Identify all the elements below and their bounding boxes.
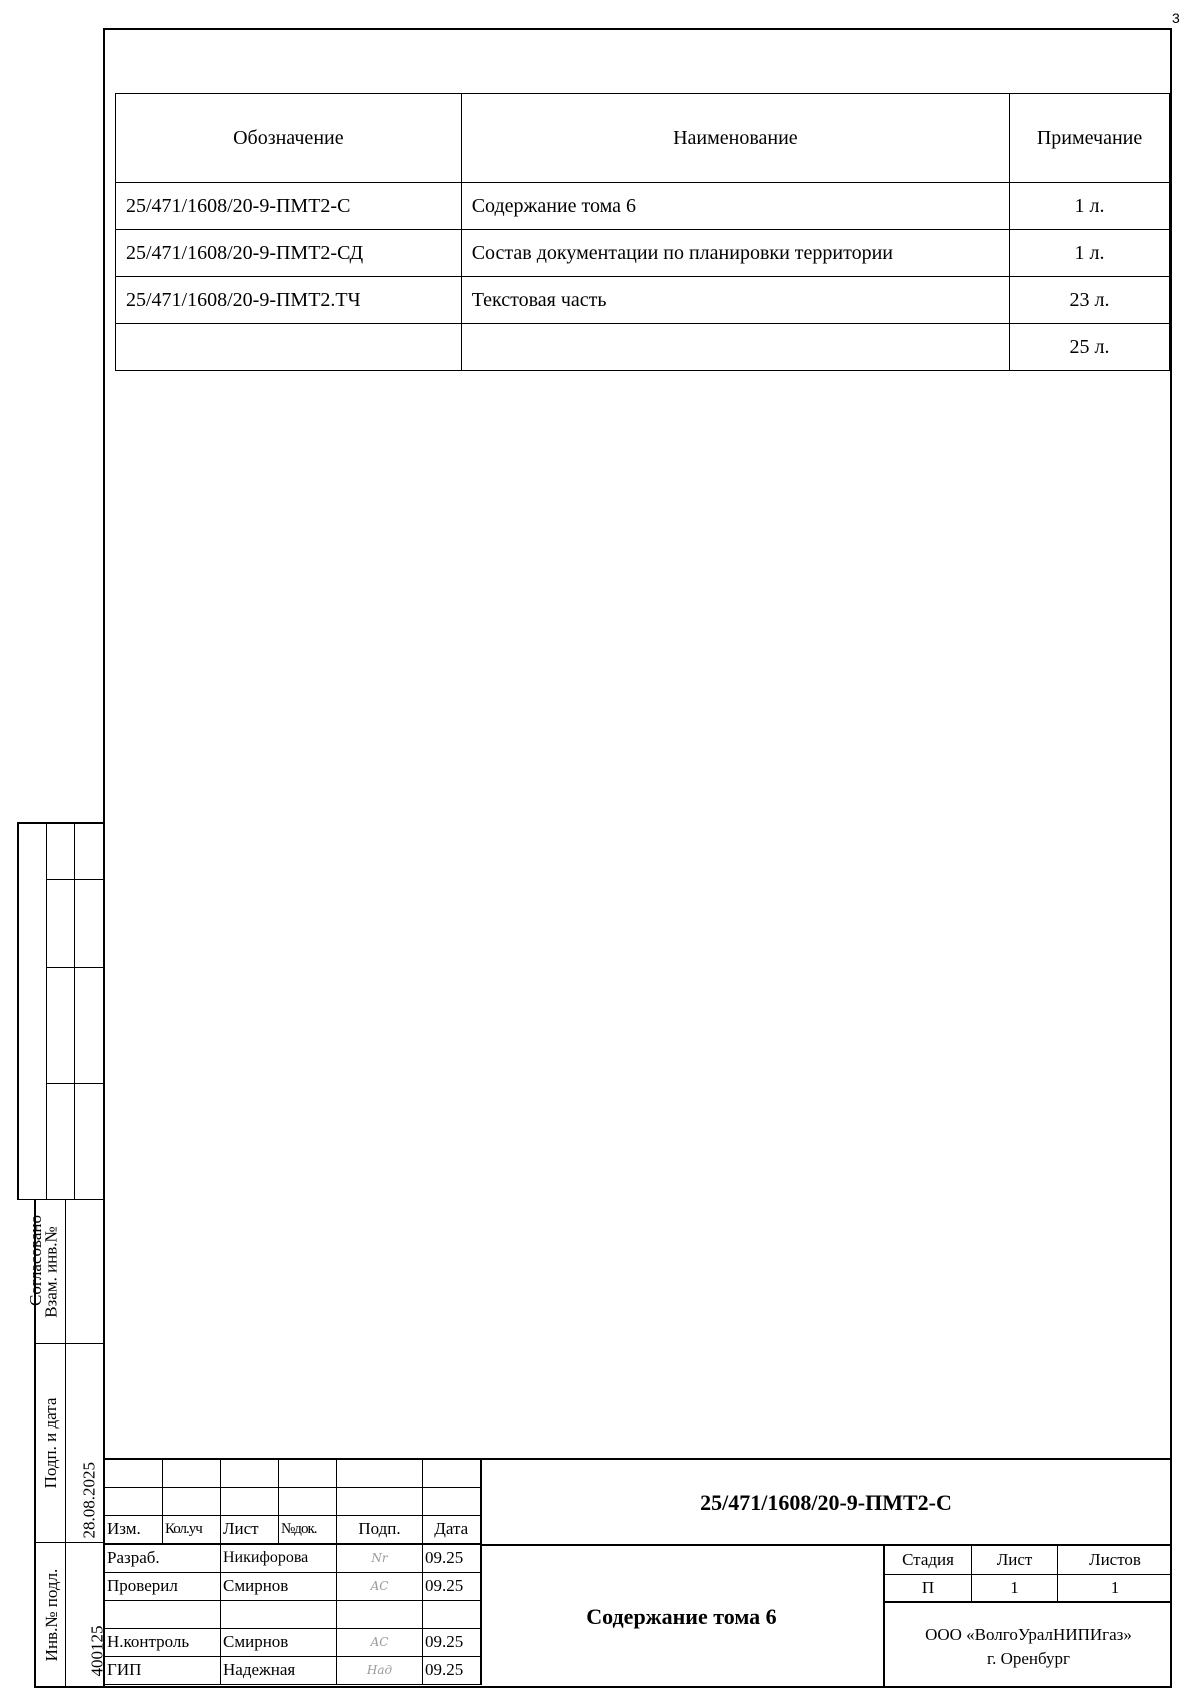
document-title: Содержание тома 6 (586, 1604, 777, 1629)
agreed-cell (46, 967, 75, 1084)
replaced-inv-label-cell (34, 1199, 66, 1344)
col-date: Дата (423, 1515, 481, 1544)
table-row (116, 324, 1170, 371)
organization-city: г. Оренбург (987, 1648, 1070, 1668)
row-name (461, 324, 1009, 371)
agreed-cell (74, 967, 104, 1084)
person-role: ГИП (105, 1656, 221, 1684)
signature-mark: AC (337, 1572, 423, 1600)
sign-date-label: Подп. и дата (41, 1397, 60, 1489)
title-block-signatures (104, 1458, 482, 1685)
col-change: Изм. (105, 1515, 163, 1544)
sheet-value: 1 (972, 1575, 1058, 1603)
original-inv-label: Инв.№ подл. (42, 1568, 61, 1662)
replaced-inv-value-cell (65, 1199, 104, 1344)
agreed-cell (74, 822, 104, 880)
table-row (116, 230, 1170, 277)
signature-mark (337, 1600, 423, 1628)
row-designation: 25/471/1608/20-9-ПМТ2-СД (116, 230, 462, 277)
row-note: 1 л. (1010, 230, 1170, 277)
signature-mark: Над (337, 1656, 423, 1684)
person-date: 09.25 (423, 1656, 481, 1684)
header-name: Наименование (461, 94, 1009, 183)
person-role: Н.контроль (105, 1628, 221, 1656)
person-name: Никифорова (221, 1544, 337, 1572)
original-inv-value: 400125 (87, 1625, 107, 1677)
row-note: 1 л. (1010, 183, 1170, 230)
person-date: 09.25 (423, 1628, 481, 1656)
person-role: Проверил (105, 1572, 221, 1600)
row-note: 23 л. (1010, 277, 1170, 324)
table-row (105, 1572, 481, 1600)
person-date (423, 1600, 481, 1628)
sheets-value: 1 (1058, 1575, 1172, 1603)
row-note: 25 л. (1010, 324, 1170, 371)
header-note: Примечание (1010, 94, 1170, 183)
row-name: Текстовая часть (461, 277, 1009, 324)
col-sheet: Лист (221, 1515, 279, 1544)
row-name: Состав документации по планировки территории (461, 230, 1009, 277)
organization-cell (885, 1605, 1172, 1688)
stage-header: Стадия (885, 1546, 972, 1575)
agreed-cell (46, 822, 75, 880)
person-name: Надежная (221, 1656, 337, 1684)
organization-name: ООО «ВолгоУралНИПИгаз» (925, 1624, 1132, 1644)
table-row (105, 1628, 481, 1656)
agreed-label: Согласовано (26, 1215, 45, 1306)
person-date: 09.25 (423, 1572, 481, 1600)
original-inv-label-cell (34, 1542, 66, 1688)
row-name: Содержание тома 6 (461, 183, 1009, 230)
signature-mark: AC (337, 1628, 423, 1656)
sign-date-value-cell (65, 1343, 104, 1543)
person-name: Смирнов (221, 1572, 337, 1600)
col-doc-no: №док. (279, 1515, 337, 1544)
document-title-cell (480, 1546, 885, 1688)
header-designation: Обозначение (116, 94, 462, 183)
table-row (105, 1544, 481, 1572)
table-row (105, 1656, 481, 1684)
table-row (116, 183, 1170, 230)
sign-date-value: 28.08.2025 (79, 1462, 99, 1539)
agreed-cell (74, 879, 104, 968)
table-row (116, 277, 1170, 324)
contents-table (115, 93, 1170, 371)
person-date: 09.25 (423, 1544, 481, 1572)
row-designation: 25/471/1608/20-9-ПМТ2.ТЧ (116, 277, 462, 324)
page-number: 3 (1172, 10, 1180, 26)
sheets-header: Листов (1058, 1546, 1172, 1575)
row-designation (116, 324, 462, 371)
row-designation: 25/471/1608/20-9-ПМТ2-С (116, 183, 462, 230)
agreed-cell (46, 1083, 75, 1200)
person-name (221, 1600, 337, 1628)
person-role (105, 1600, 221, 1628)
agreed-cell (46, 879, 75, 968)
sign-date-label-cell (34, 1343, 66, 1543)
agreed-cell (74, 1083, 104, 1200)
agreed-label-cell (17, 822, 47, 1306)
replaced-inv-label: Взам. инв.№ (41, 1226, 61, 1318)
table-header-row (116, 94, 1170, 183)
person-role: Разраб. (105, 1544, 221, 1572)
signature-mark: Nr (337, 1544, 423, 1572)
stage-value: П (885, 1575, 972, 1603)
col-count: Кол.уч (163, 1515, 221, 1544)
sheet-header: Лист (972, 1546, 1058, 1575)
person-name: Смирнов (221, 1628, 337, 1656)
col-signature: Подп. (337, 1515, 423, 1544)
original-inv-value-cell (65, 1542, 107, 1688)
table-row (105, 1600, 481, 1628)
document-code: 25/471/1608/20-9-ПМТ2-С (700, 1489, 952, 1515)
